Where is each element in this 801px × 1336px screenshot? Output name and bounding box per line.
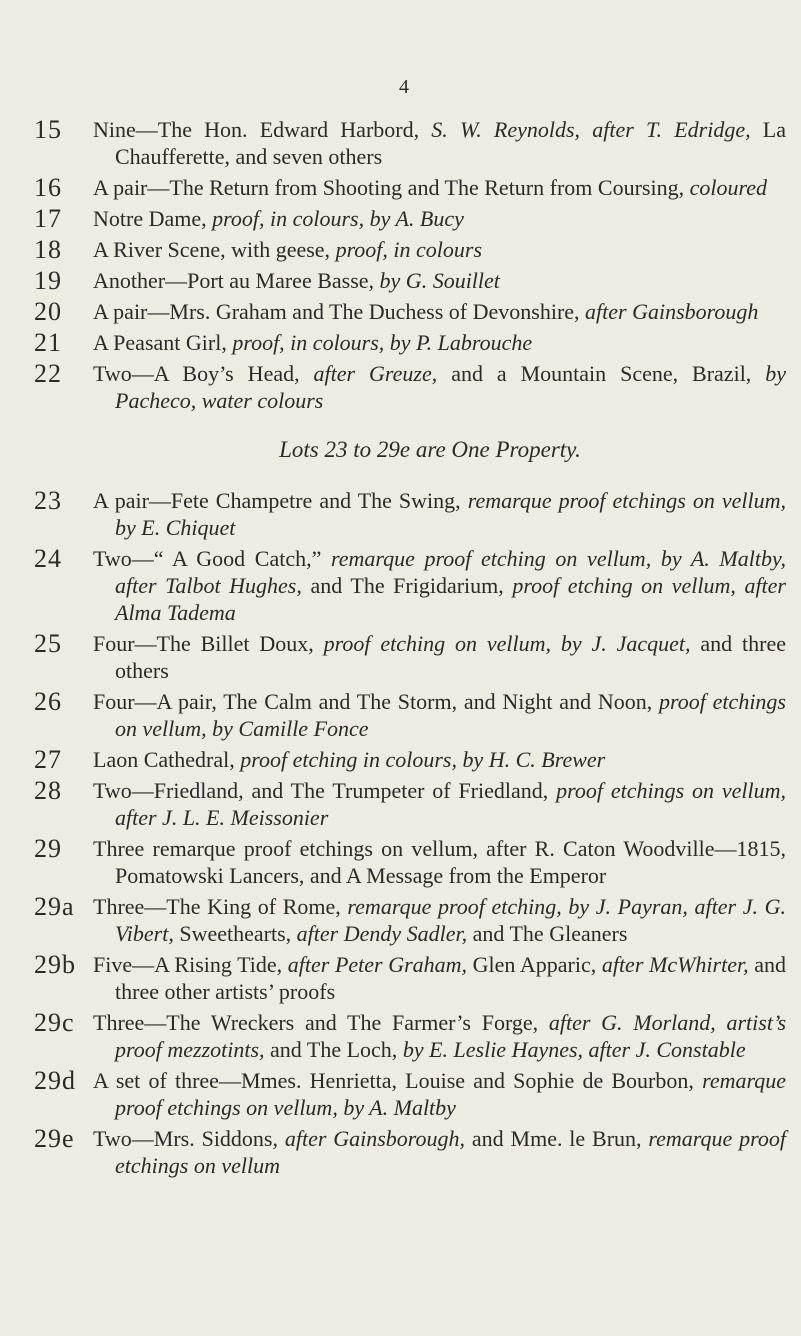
lot-entry [34, 298, 786, 325]
lot-description [93, 545, 786, 626]
lot-description-text: La Chaufferette, and seven others [115, 117, 786, 169]
lot-number: 23 [34, 486, 62, 515]
lot-entry [34, 746, 786, 773]
lot-entry [34, 174, 786, 201]
lot-description-text: A River Scene, with geese, [93, 237, 336, 262]
lot-description-text: and a Mountain Scene, Brazil, [437, 361, 766, 386]
lot-entry [34, 951, 786, 1005]
lot-description-text: Two—Mrs. Siddons, [93, 1126, 285, 1151]
lot-number: 20 [34, 297, 62, 326]
lot-description-italic: remarque proof etchings on vellum, by A. Maltby [115, 1068, 786, 1120]
lot-description [93, 777, 786, 831]
lot-number: 27 [34, 745, 62, 774]
lot-description-text: Glen Apparic, [467, 952, 602, 977]
lot-entry [34, 329, 786, 356]
lot-entry [34, 545, 786, 626]
lot-description-text: A pair—The Return from Shooting and The Return from Coursing, [93, 175, 690, 200]
lot-description [93, 688, 786, 742]
lot-number: 29 [34, 834, 62, 863]
lot-description [93, 298, 786, 325]
lot-description-italic: proof etching on vellum, after Alma Tadema [115, 573, 786, 625]
lot-number: 29a [34, 892, 75, 921]
lot-description-text: Two—Friedland, and The Trumpeter of Friedland, [93, 778, 557, 803]
lot-number: 29e [34, 1124, 75, 1153]
lot-entry [34, 360, 786, 414]
section-heading: Lots 23 to 29e are One Property. [279, 437, 581, 462]
lot-description-italic: after Gainsborough, [284, 1126, 466, 1151]
lot-description-italic: proof etchings on vellum, by Camille Fonce [115, 689, 786, 741]
lot-number: 18 [34, 235, 62, 264]
lot-description-text: A pair—Fete Champetre and The Swing, [93, 488, 468, 513]
lot-description-italic: remarque proof etchings on vellum [115, 1126, 787, 1178]
lot-description-italic: remarque proof etchings on vellum, by E. Chiquet [115, 488, 786, 540]
lot-description-italic: after McWhirter, [601, 952, 749, 977]
lot-description-italic: proof, in colours, by A. Bucy [212, 206, 464, 231]
lot-description [93, 236, 786, 263]
lot-description [93, 487, 786, 541]
lot-description-text: Nine—The Hon. Edward Harbord, [93, 117, 432, 142]
lot-description-text: Three—The Wreckers and The Farmer’s Forge, [93, 1010, 549, 1035]
lot-description-text: Laon Cathedral, [93, 747, 241, 772]
lots-group-after [34, 487, 786, 1179]
lot-description-text: and three others [115, 631, 786, 683]
lot-description-italic: remarque proof etching on vellum, by A. Maltby, after Talbot Hughes, [115, 546, 786, 598]
lot-entry [34, 893, 786, 947]
lot-description [93, 1009, 786, 1063]
lots-group-before [34, 116, 786, 414]
lot-description-italic: after Dendy Sadler, [296, 921, 468, 946]
lot-description-text: Another—Port au Maree Basse, [93, 268, 380, 293]
lot-entry [34, 267, 786, 294]
lot-description-text: Two—A Boy’s Head, [93, 361, 314, 386]
lot-entry [34, 205, 786, 232]
lot-description [93, 174, 786, 201]
lot-description [93, 746, 786, 773]
lot-description [93, 893, 786, 947]
lot-description [93, 329, 786, 356]
lot-description-italic: after Greuze, [313, 361, 438, 386]
lot-entry [34, 1009, 786, 1063]
lot-description-italic: proof etching in colours, by H. C. Brewer [240, 747, 606, 772]
lot-description-italic: Edridge, [674, 117, 751, 142]
lot-description-italic: proof etching on vellum, by J. Jacquet, [323, 631, 691, 656]
lot-description-text: A pair—Mrs. Graham and The Duchess of Devonshire, [93, 299, 586, 324]
lot-description-italic: by Pacheco, water colours [115, 361, 787, 413]
lot-description-text: and Mme. le Brun, [465, 1126, 649, 1151]
lot-description-text: and The Frigidarium, [301, 573, 513, 598]
lot-description-italic: after Peter Graham, [287, 952, 468, 977]
lot-description-text: Two—“ A Good Catch,” [93, 546, 332, 571]
lot-description-italic: by G. Souillet [379, 268, 500, 293]
page-number: 4 [399, 76, 409, 98]
lot-description [93, 1067, 786, 1121]
lot-description [93, 267, 786, 294]
lot-description [93, 951, 786, 1005]
lot-description-text: Three remarque proof etchings on vellum, after R. Caton Woodville—1815, Pomatowski Lancers, and A Message from the Emperor [93, 836, 786, 888]
lot-description-italic: coloured [689, 175, 767, 200]
lot-entry [34, 1125, 786, 1179]
lot-description-text [662, 117, 674, 142]
lot-description [93, 835, 786, 889]
lot-list [34, 116, 786, 1183]
lot-description-italic: proof, in colours, by P. Labrouche [232, 330, 533, 355]
lot-description-text: Four—The Billet Doux, [93, 631, 324, 656]
lot-number: 19 [34, 266, 62, 295]
lot-description-text: and The Loch, [264, 1037, 403, 1062]
lot-description-text: A Peasant Girl, [93, 330, 233, 355]
lot-number: 22 [34, 359, 62, 388]
lot-description-text: Notre Dame, [93, 206, 213, 231]
lot-entry [34, 835, 786, 889]
lot-number: 24 [34, 544, 62, 573]
lot-description-text: Four—A pair, The Calm and The Storm, and Night and Noon, [93, 689, 660, 714]
lot-entry [34, 487, 786, 541]
lot-number: 16 [34, 173, 62, 202]
lot-number: 29b [34, 950, 76, 979]
lot-description [93, 116, 786, 170]
lot-description-text: A set of three—Mmes. Henrietta, Louise and Sophie de Bourbon, [93, 1068, 703, 1093]
lot-description [93, 1125, 786, 1179]
lot-entry [34, 630, 786, 684]
lot-entry [34, 688, 786, 742]
lot-description-italic: by E. Leslie Haynes, after J. Constable [402, 1037, 746, 1062]
lot-description-italic: proof etchings on vellum, after J. L. E. Meissonier [115, 778, 786, 830]
lot-description [93, 205, 786, 232]
lot-number: 29c [34, 1008, 75, 1037]
lot-entry [34, 777, 786, 831]
lot-number: 28 [34, 776, 62, 805]
lot-description-italic: S. W. Reynolds, after T. [431, 117, 663, 142]
lot-description-text: Sweethearts, [173, 921, 297, 946]
lot-entry [34, 236, 786, 263]
lot-description-text: and The Gleaners [467, 921, 628, 946]
lot-description-italic: after Gainsborough [585, 299, 759, 324]
lot-description [93, 360, 786, 414]
lot-description-italic: remarque proof etching, by J. Payran, after J. G. Vibert, [115, 894, 787, 946]
lot-description-text: and three other artists’ proofs [115, 952, 786, 1004]
lot-description-text: Five—A Rising Tide, [93, 952, 288, 977]
lot-number: 17 [34, 204, 62, 233]
lot-number: 21 [34, 328, 62, 357]
lot-number: 25 [34, 629, 62, 658]
lot-number: 29d [34, 1066, 76, 1095]
lot-number: 26 [34, 687, 62, 716]
lot-description [93, 630, 786, 684]
lot-entry [34, 1067, 786, 1121]
lot-number: 15 [34, 115, 62, 144]
lot-entry [34, 116, 786, 170]
lot-description-text: Three—The King of Rome, [93, 894, 348, 919]
lot-description-italic: after G. Morland, artist’s proof mezzotints, [115, 1010, 787, 1062]
lot-description-italic: proof, in colours [335, 237, 483, 262]
